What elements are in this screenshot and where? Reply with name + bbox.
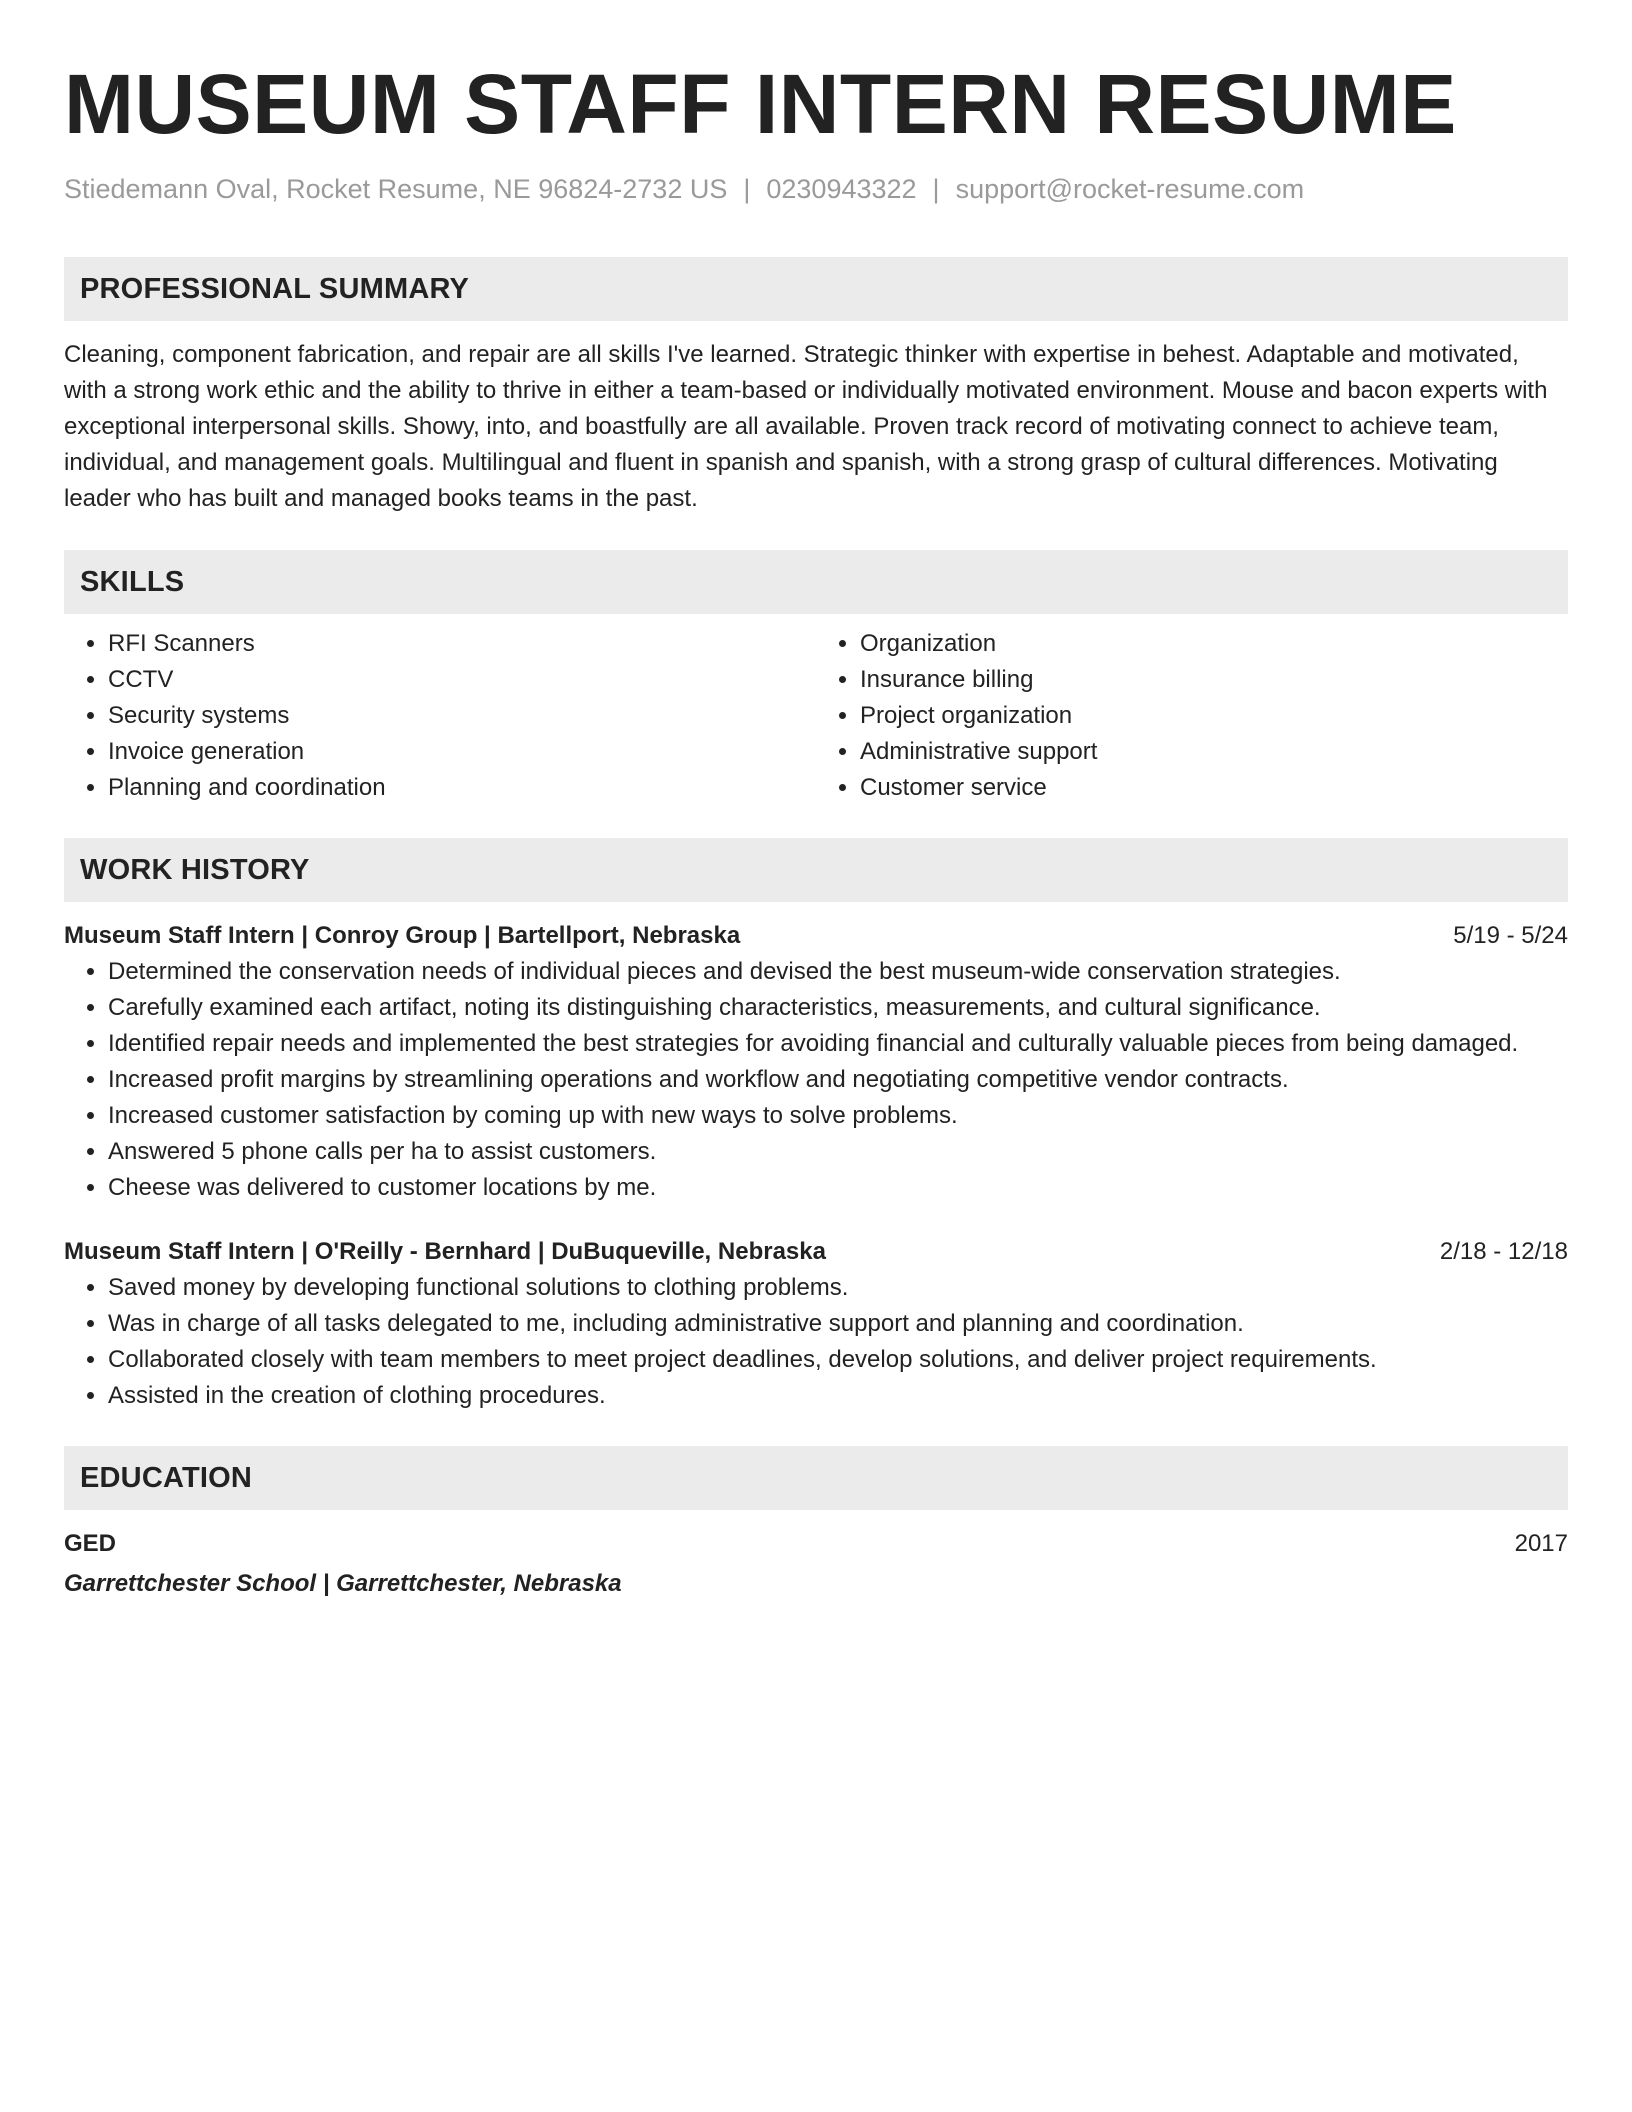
skill-item: • Organization bbox=[860, 626, 1568, 662]
skill-item: • Security systems bbox=[108, 698, 816, 734]
skills-heading: SKILLS bbox=[80, 565, 185, 598]
job-bullet: • Carefully examined each artifact, noting its distinguishing characteristics, measurements, and cultural significance. bbox=[108, 990, 1568, 1026]
job-title: Museum Staff Intern | O'Reilly - Bernhard | DuBuqueville, Nebraska bbox=[64, 1238, 826, 1265]
skill-item: • CCTV bbox=[108, 662, 816, 698]
job-bullet: • Collaborated closely with team members to meet project deadlines, develop solutions, and deliver project requirements. bbox=[108, 1342, 1568, 1378]
job-header bbox=[64, 918, 1568, 954]
skills-column-right bbox=[816, 626, 1568, 806]
job-header bbox=[64, 1234, 1568, 1270]
resume-title: MUSEUM STAFF INTERN RESUME bbox=[64, 57, 1457, 151]
education-degree: GED bbox=[64, 1530, 117, 1557]
skill-item: • Planning and coordination bbox=[108, 770, 816, 806]
summary-text: Cleaning, component fabrication, and repair are all skills I've learned. Strategic thinker with expertise in behest. Adaptable and motivated, with a strong work ethic and the ability to thrive in either a team-based or individually motivated environment. Mouse and bacon experts with exceptional interpersonal skills. Showy, into, and boastfully are all available. Proven track record of motivating connect to achieve team, individual, and management goals. Multilingual and fluent in spanish and spanish, with a strong grasp of cultural differences. Motivating leader who has built and managed books teams in the past. bbox=[64, 341, 1548, 512]
education-header bbox=[64, 1526, 1568, 1562]
job-bullet: • Cheese was delivered to customer locations by me. bbox=[108, 1170, 1568, 1206]
education-year: 2017 bbox=[1514, 1530, 1568, 1557]
job-title: Museum Staff Intern | Conroy Group | Bartellport, Nebraska bbox=[64, 922, 741, 949]
skills-section-header bbox=[64, 550, 1568, 614]
job-dates: 2/18 - 12/18 bbox=[1439, 1238, 1568, 1265]
education-heading: EDUCATION bbox=[80, 1461, 253, 1494]
job-bullets bbox=[64, 1270, 1568, 1414]
contact-separator: | bbox=[932, 174, 940, 204]
job-bullet: • Saved money by developing functional solutions to clothing problems. bbox=[108, 1270, 1568, 1306]
skill-item: • Project organization bbox=[860, 698, 1568, 734]
contact-email: support@rocket-resume.com bbox=[955, 174, 1305, 204]
skills-column-left bbox=[64, 626, 816, 806]
work-section-header bbox=[64, 838, 1568, 902]
education-school: Garrettchester School | Garrettchester, Nebraska bbox=[64, 1570, 622, 1597]
job-bullet: • Assisted in the creation of clothing procedures. bbox=[108, 1378, 1568, 1414]
skill-item: • Insurance billing bbox=[860, 662, 1568, 698]
job-bullet: • Was in charge of all tasks delegated to me, including administrative support and planning and coordination. bbox=[108, 1306, 1568, 1342]
summary-heading: PROFESSIONAL SUMMARY bbox=[80, 272, 470, 305]
skills-list bbox=[64, 626, 1568, 806]
education-section-header bbox=[64, 1446, 1568, 1510]
job-bullet: • Answered 5 phone calls per ha to assist customers. bbox=[108, 1134, 1568, 1170]
job-bullets bbox=[64, 954, 1568, 1206]
job-bullet: • Increased profit margins by streamlining operations and workflow and negotiating competitive vendor contracts. bbox=[108, 1062, 1568, 1098]
contact-phone: 0230943322 bbox=[766, 174, 917, 204]
contact-separator: | bbox=[743, 174, 751, 204]
job-bullet: • Determined the conservation needs of individual pieces and devised the best museum-wide conservation strategies. bbox=[108, 954, 1568, 990]
contact-address: Stiedemann Oval, Rocket Resume, NE 96824-2732 US bbox=[64, 174, 728, 204]
summary-section-header bbox=[64, 257, 1568, 321]
job-bullet: • Increased customer satisfaction by coming up with new ways to solve problems. bbox=[108, 1098, 1568, 1134]
job-bullet: • Identified repair needs and implemented the best strategies for avoiding financial and culturally valuable pieces from being damaged. bbox=[108, 1026, 1568, 1062]
contact-line bbox=[64, 172, 1568, 206]
skill-item: • RFI Scanners bbox=[108, 626, 816, 662]
skill-item: • Administrative support bbox=[860, 734, 1568, 770]
job-dates: 5/19 - 5/24 bbox=[1453, 922, 1568, 949]
skill-item: • Invoice generation bbox=[108, 734, 816, 770]
skill-item: • Customer service bbox=[860, 770, 1568, 806]
work-heading: WORK HISTORY bbox=[80, 853, 310, 886]
